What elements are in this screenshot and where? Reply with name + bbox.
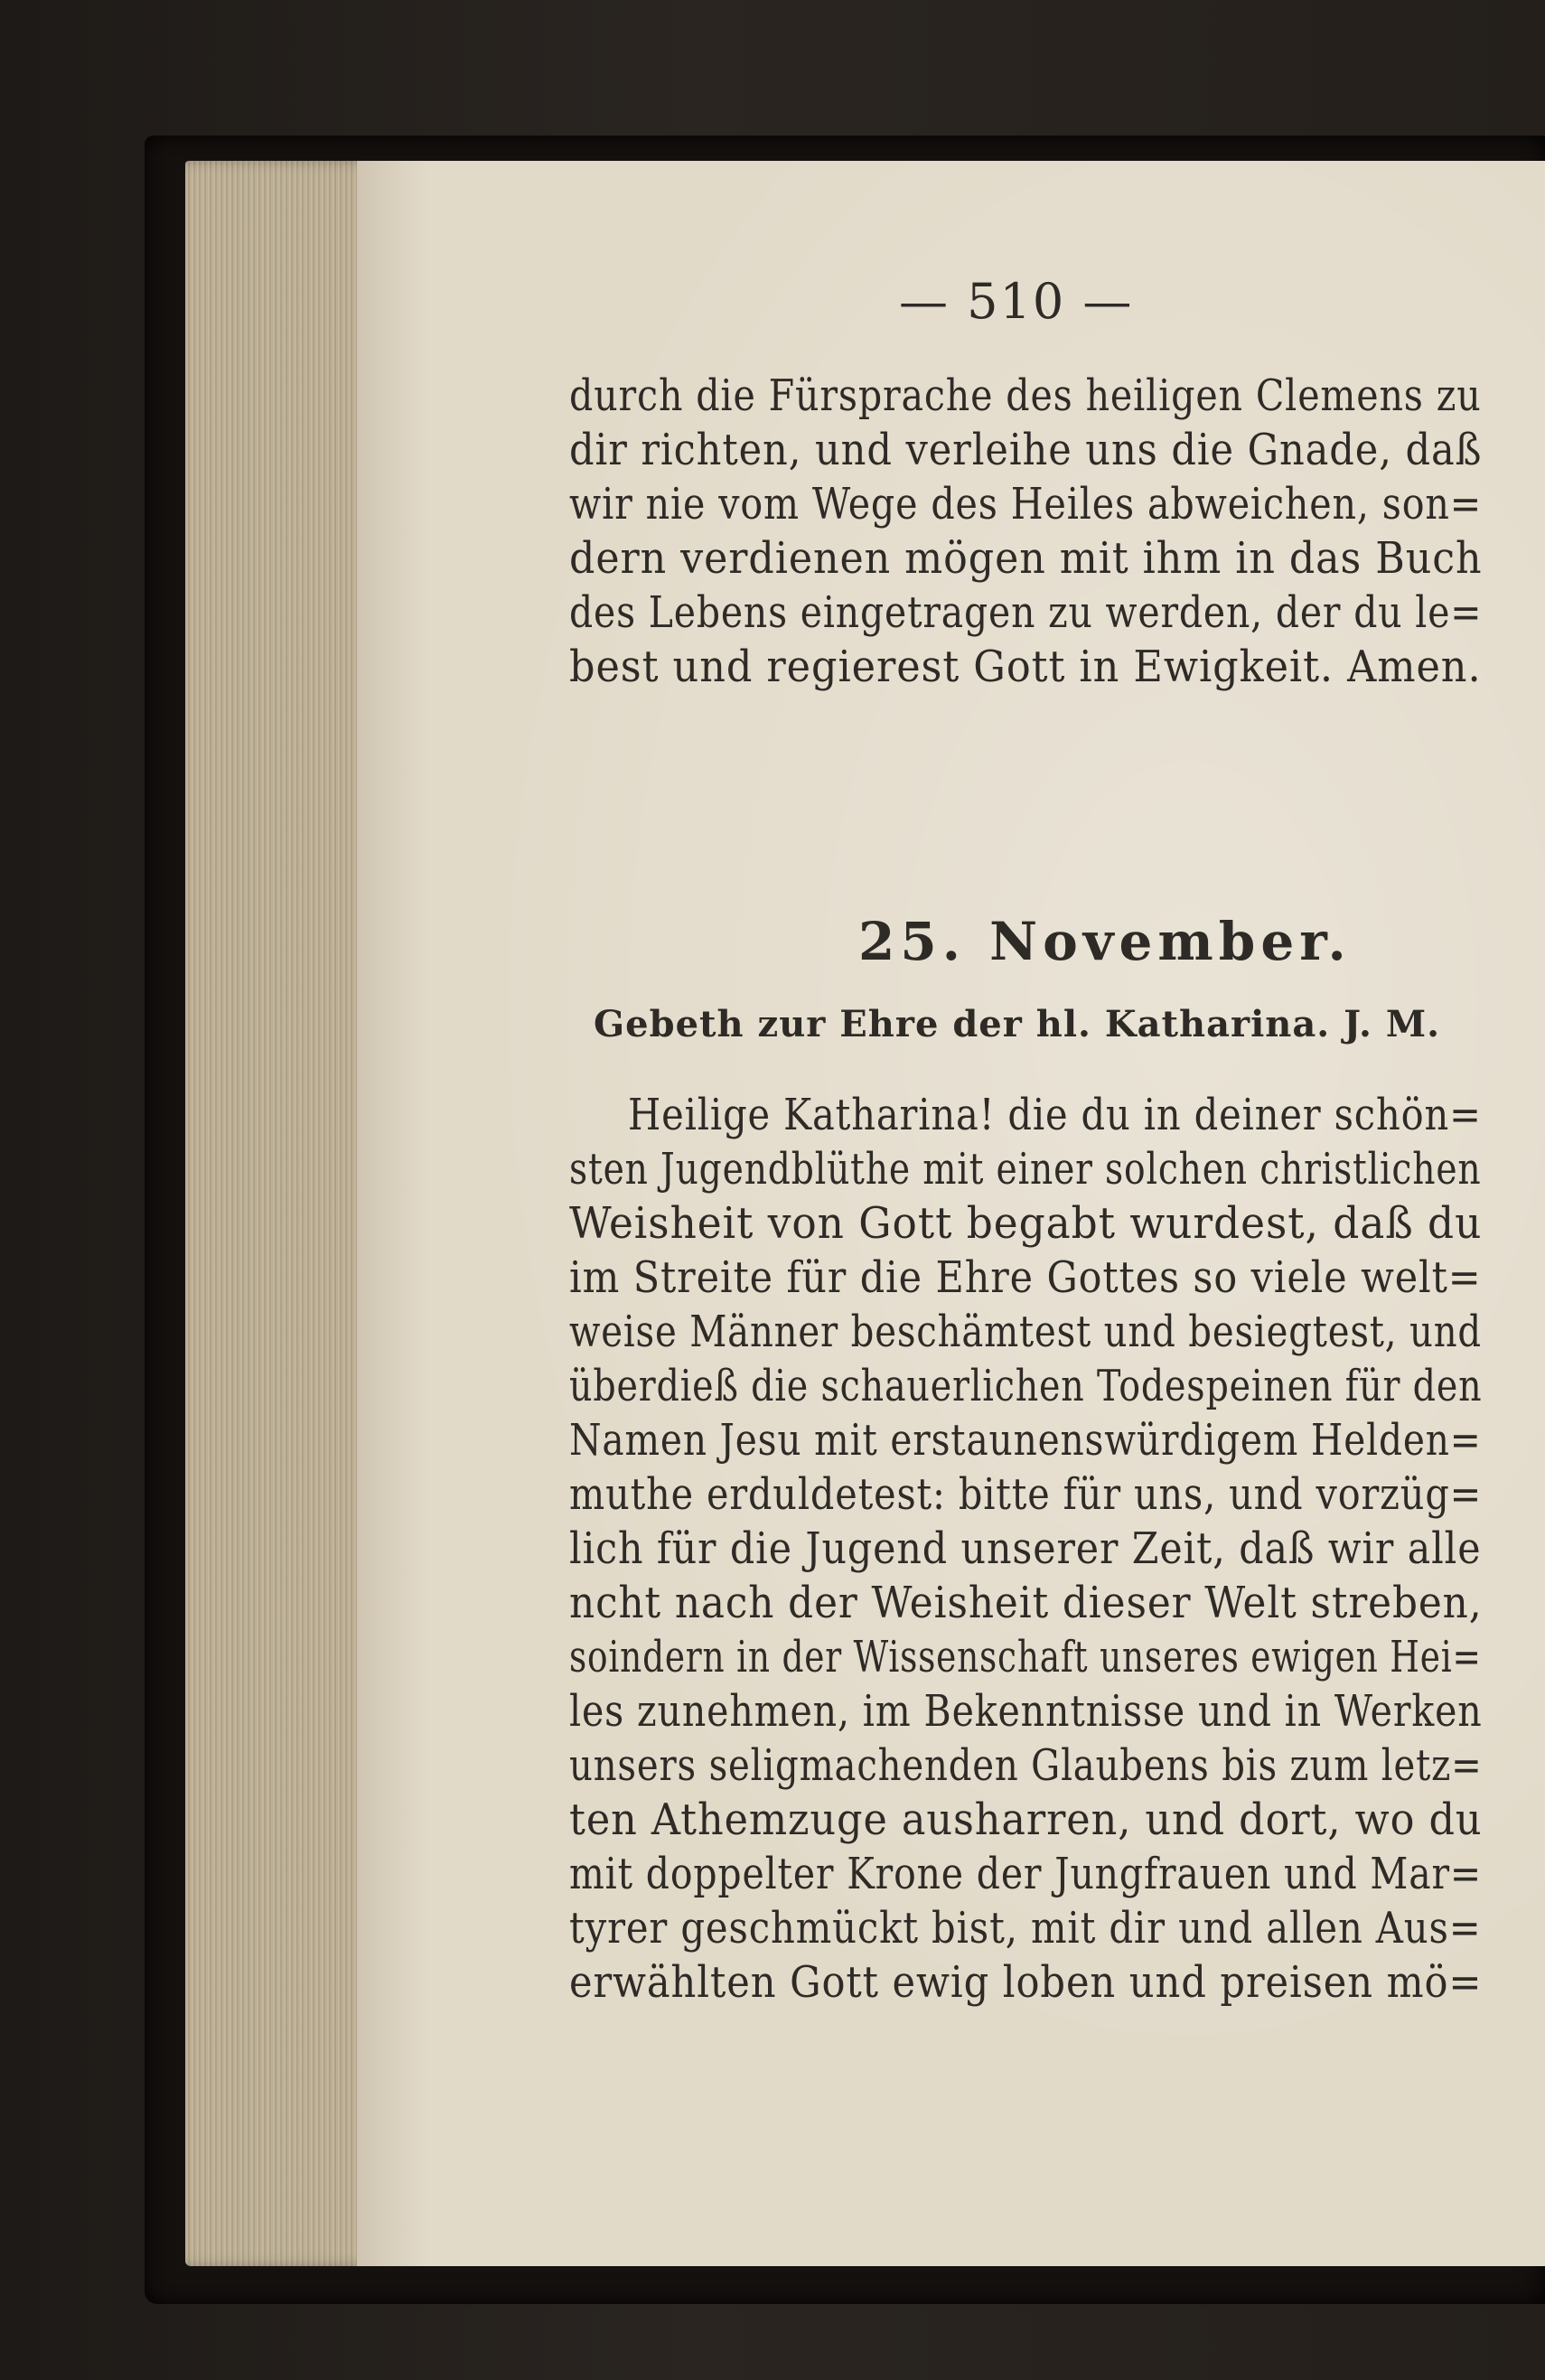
text-line: unsers seligmachenden Glaubens bis zum letz= <box>569 1740 1483 1791</box>
text-line: überdieß die schauerlichen Todespeinen für den <box>569 1361 1483 1411</box>
text-line: Namen Jesu mit erstaunenswürdigem Helden= <box>569 1415 1482 1466</box>
text-line: weise Männer beschämtest und besiegtest, und <box>569 1307 1482 1357</box>
book-page <box>357 161 1545 2266</box>
page-number: — 510 — <box>899 273 1134 330</box>
text-line: sten Jugendblüthe mit einer solchen christlichen <box>569 1144 1482 1195</box>
text-line: lich für die Jugend unserer Zeit, daß wir alle <box>569 1523 1482 1574</box>
text-line: erwählten Gott ewig loben und preisen mö= <box>569 1957 1483 2008</box>
text-line: muthe erduldetest: bitte für uns, und vorzüg= <box>569 1469 1483 1520</box>
text-line: im Streite für die Ehre Gottes so viele welt= <box>569 1252 1482 1303</box>
text-line: wir nie vom Wege des Heiles abweichen, son= <box>569 479 1483 529</box>
text-line: les zunehmen, im Bekenntnisse und in Werken <box>569 1686 1483 1737</box>
text-line: Heilige Katharina! die du in deiner schön= <box>628 1090 1482 1140</box>
text-line: Weisheit von Gott begabt wurdest, daß du <box>569 1198 1483 1249</box>
text-line: dir richten, und verleihe uns die Gnade, daß <box>569 425 1483 475</box>
text-line: ten Athemzuge ausharren, und dort, wo du <box>569 1794 1483 1845</box>
date-heading: 25. November. <box>858 911 1352 972</box>
text-line: best und regierest Gott in Ewigkeit. Amen. <box>569 642 1482 692</box>
text-line: des Lebens eingetragen zu werden, der du le= <box>569 587 1483 638</box>
text-line: tyrer geschmückt bist, mit dir und allen Aus= <box>569 1903 1482 1954</box>
text-line: dern verdienen mögen mit ihm in das Buch <box>569 533 1483 584</box>
text-line: durch die Fürsprache des heiligen Clemens zu <box>569 370 1482 421</box>
prayer-title: Gebeth zur Ehre der hl. Katharina. J. M. <box>594 1003 1441 1045</box>
text-line: soindern in der Wissenschaft unseres ewigen Hei= <box>569 1632 1482 1682</box>
text-line: mit doppelter Krone der Jungfrauen und Mar= <box>569 1849 1483 1899</box>
text-line: ncht nach der Weisheit dieser Welt streben, <box>569 1578 1483 1628</box>
